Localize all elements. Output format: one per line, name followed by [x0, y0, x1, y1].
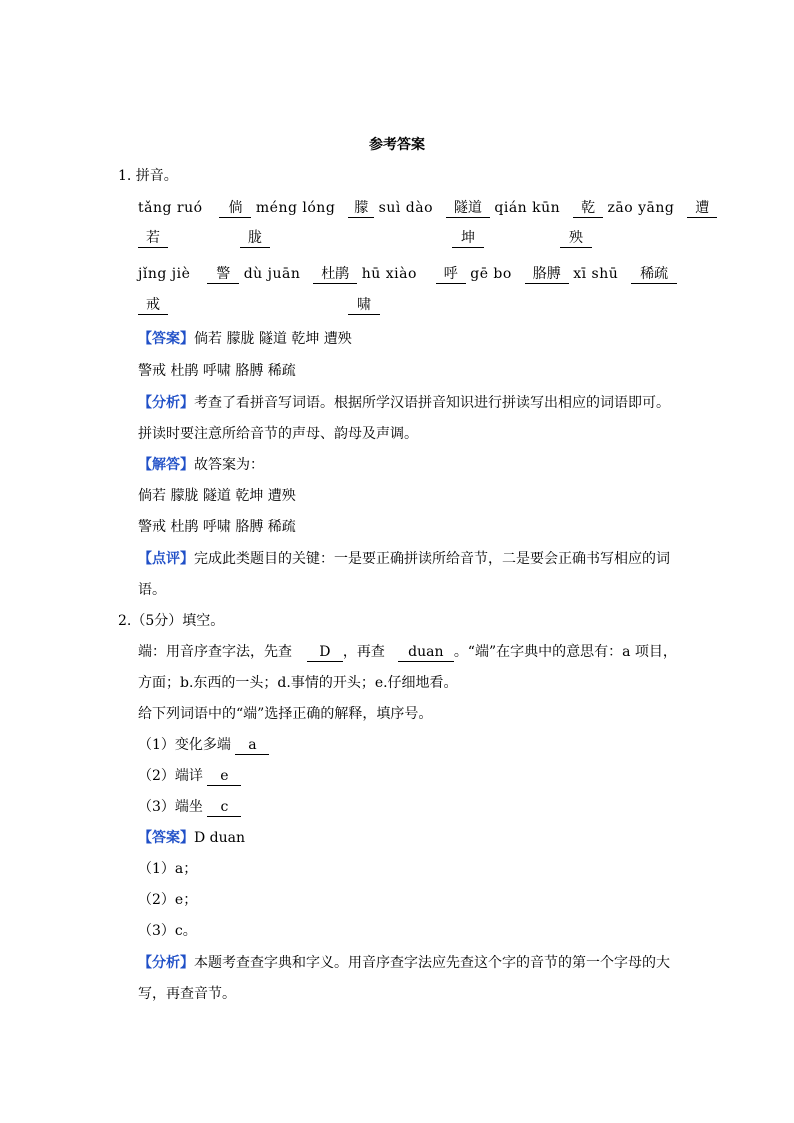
- q1-solution: [138, 455, 264, 475]
- q1-analysis: [138, 393, 670, 413]
- answer-tag: 【答案】: [138, 830, 194, 846]
- q2-answer-text: D duan: [194, 830, 246, 846]
- pinyin-8: hū xiào: [361, 266, 417, 282]
- page-title: 参考答案: [369, 137, 425, 153]
- q2-item-2-blank: e: [207, 767, 241, 786]
- q1-pinyin-row-3: [138, 264, 677, 284]
- q2-item-3: [138, 797, 241, 817]
- q2-text-line-3: 给下列词语中的“端”选择正确的解释，填序号。: [138, 706, 433, 722]
- q2-blank-1: D: [307, 643, 343, 662]
- answer-blank-1: 倘: [219, 199, 251, 218]
- q1-solution-text: 故答案为：: [194, 457, 264, 473]
- answer-blank-2: 朦: [348, 199, 374, 218]
- answer-blank-5b: 殃: [560, 229, 592, 248]
- pinyin-7: dù juān: [243, 266, 301, 282]
- answer-blank-5: 遭: [687, 199, 717, 218]
- q2-answer-2: （2）e；: [138, 892, 198, 908]
- q2-item-3-label: （3）端坐: [138, 799, 203, 815]
- q1-analysis-line-2: 拼读时要注意所给音节的声母、韵母及声调。: [138, 426, 418, 442]
- q2-text-1a: 端：用音序查字法，先查: [138, 644, 292, 660]
- answer-blank-4b: 坤: [452, 229, 484, 248]
- solution-tag: 【解答】: [138, 457, 194, 473]
- pinyin-2: méng lóng: [255, 200, 336, 216]
- q1-heading: 1. 拼音。: [118, 168, 178, 184]
- answer-blank-7: 杜鹃: [313, 265, 357, 284]
- answer-tag: 【答案】: [138, 331, 194, 347]
- q2-text-1b: ，再查: [342, 644, 385, 660]
- answer-blank-6: 警: [207, 265, 239, 284]
- q1-answer-line-1: 倘若 朦胧 隧道 乾坤 遭殃: [194, 331, 352, 347]
- answer-blank-9: 胳膊: [525, 265, 569, 284]
- pinyin-9: gē bo: [470, 266, 512, 282]
- q2-analysis-line-2: 写，再查音节。: [138, 986, 236, 1002]
- q2-analysis-line-1: 本题考查查字典和字义。用音序查字法应先查这个字的音节的第一个字母的大: [194, 955, 670, 971]
- q2-heading: 2.（5分）填空。: [118, 613, 225, 629]
- q2-item-1-label: （1）变化多端: [138, 737, 231, 753]
- answer-blank-4: 乾: [573, 199, 603, 218]
- q2-text-1c: 。“端”在字典中的意思有：a 项目，: [453, 644, 677, 660]
- q1-comment-line-2: 语。: [138, 582, 166, 598]
- pinyin-4: qián kūn: [494, 200, 561, 216]
- q2-answer: [138, 828, 245, 848]
- q2-answer-1: （1）a；: [138, 861, 198, 877]
- q2-item-2-label: （2）端详: [138, 768, 203, 784]
- pinyin-6: jǐng jiè: [138, 266, 191, 282]
- q2-item-3-blank: c: [207, 798, 241, 817]
- analysis-tag: 【分析】: [138, 395, 194, 411]
- q2-text-line-1: [138, 642, 677, 662]
- q2-item-2: [138, 766, 241, 786]
- q1-pinyin-row-1: [138, 198, 717, 218]
- q1-solution-line-2: 警戒 杜鹃 呼啸 胳膊 稀疏: [138, 519, 296, 535]
- q1-answer: [138, 329, 352, 349]
- q1-analysis-line-1: 考查了看拼音写词语。根据所学汉语拼音知识进行拼读写出相应的词语即可。: [194, 395, 670, 411]
- q1-answer-line-2: 警戒 杜鹃 呼啸 胳膊 稀疏: [138, 363, 296, 379]
- analysis-tag: 【分析】: [138, 955, 194, 971]
- answer-blank-6b: 戒: [138, 296, 168, 315]
- q1-comment-line-1: 完成此类题目的关键：一是要正确拼读所给音节，二是要会正确书写相应的词: [194, 551, 670, 567]
- q2-item-1: [138, 735, 269, 755]
- answer-blank-8: 呼: [436, 265, 466, 284]
- q2-text-line-2: 方面；b.东西的一头；d.事情的开头；e.仔细地看。: [138, 675, 458, 691]
- q1-comment: [138, 549, 670, 569]
- q2-blank-2: duan: [398, 643, 454, 662]
- pinyin-5: zāo yāng: [607, 200, 675, 216]
- pinyin-10: xī shū: [573, 266, 619, 282]
- answer-blank-2b: 胧: [240, 229, 270, 248]
- answer-blank-10: 稀疏: [631, 265, 677, 284]
- q2-analysis: [138, 953, 670, 973]
- q1-solution-line-1: 倘若 朦胧 隧道 乾坤 遭殃: [138, 488, 296, 504]
- answer-blank-1b: 若: [138, 229, 168, 248]
- pinyin-1: tǎng ruó: [138, 200, 203, 216]
- answer-blank-8b: 啸: [348, 296, 380, 315]
- pinyin-3: suì dào: [378, 200, 434, 216]
- answer-blank-3: 隧道: [446, 199, 490, 218]
- q2-item-1-blank: a: [235, 736, 269, 755]
- comment-tag: 【点评】: [138, 551, 194, 567]
- q2-answer-3: （3）c。: [138, 923, 197, 939]
